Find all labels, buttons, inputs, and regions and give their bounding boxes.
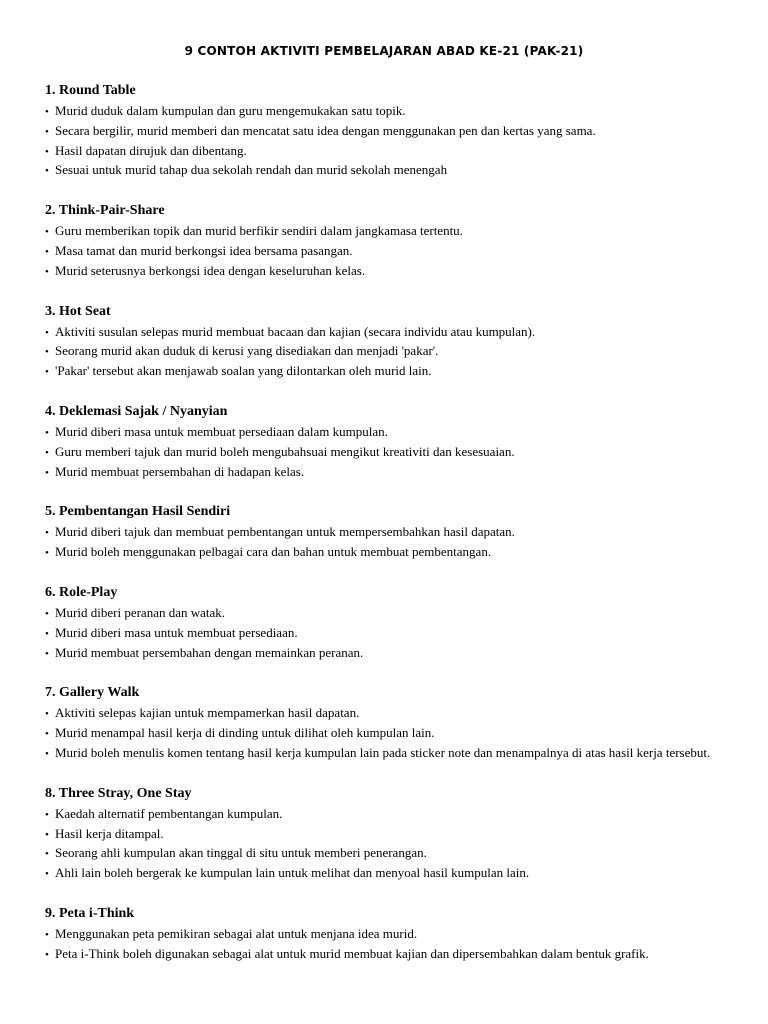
bullet-item: • Hasil dapatan dirujuk dan dibentang. xyxy=(45,142,725,162)
bullet-item: • Ahli lain boleh bergerak ke kumpulan lain untuk melihat dan menyoal hasil kumpulan lain. xyxy=(45,864,725,884)
bullet-icon: • xyxy=(45,165,49,178)
bullet-item: • Aktiviti selepas kajian untuk mempamerkan hasil dapatan. xyxy=(45,704,725,724)
bullet-item: • Murid menampal hasil kerja di dinding untuk dilihat oleh kumpulan lain. xyxy=(45,724,725,744)
bullet-icon: • xyxy=(45,446,49,459)
bullet-item: • Murid diberi masa untuk membuat persediaan dalam kumpulan. xyxy=(45,423,725,443)
bullet-icon: • xyxy=(45,948,49,961)
bullet-icon: • xyxy=(45,708,49,721)
bullet-icon: • xyxy=(45,808,49,821)
bullet-icon: • xyxy=(45,848,49,861)
bullet-icon: • xyxy=(45,346,49,359)
bullet-item: • Murid membuat persembahan dengan memainkan peranan. xyxy=(45,644,725,664)
bullet-icon: • xyxy=(45,245,49,258)
bullet-icon: • xyxy=(45,426,49,439)
bullet-item: • Hasil kerja ditampal. xyxy=(45,825,725,845)
bullet-icon: • xyxy=(45,366,49,379)
bullet-icon: • xyxy=(45,265,49,278)
bullet-item: • Secara bergilir, murid memberi dan mencatat satu idea dengan menggunakan pen dan kertas yang sama. xyxy=(45,122,725,142)
bullet-icon: • xyxy=(45,125,49,138)
section-heading: 8. Three Stray, One Stay xyxy=(45,785,192,801)
bullet-icon: • xyxy=(45,928,49,941)
bullet-icon: • xyxy=(45,145,49,158)
section-heading: 1. Round Table xyxy=(45,83,136,98)
section-round-table xyxy=(45,80,725,181)
section-pembentangan-hasil xyxy=(45,501,725,563)
document-content xyxy=(45,80,725,984)
bullet-item: • Murid duduk dalam kumpulan dan guru mengemukakan satu topik. xyxy=(45,102,725,122)
section-heading: 5. Pembentangan Hasil Sendiri xyxy=(45,504,231,520)
section-peta-i-think xyxy=(45,903,725,965)
section-heading: 4. Deklemasi Sajak / Nyanyian xyxy=(45,403,228,419)
bullet-list xyxy=(45,925,725,965)
section-three-stray-one-stay xyxy=(45,783,725,884)
bullet-item: • Kaedah alternatif pembentangan kumpulan. xyxy=(45,805,725,825)
bullet-icon: • xyxy=(45,747,49,760)
bullet-item: • Aktiviti susulan selepas murid membuat bacaan dan kajian (secara individu atau kumpulan). xyxy=(45,323,725,343)
bullet-item: • 'Pakar' tersebut akan menjawab soalan yang dilontarkan oleh murid lain. xyxy=(45,362,725,382)
bullet-list xyxy=(45,423,725,482)
bullet-icon: • xyxy=(45,728,49,741)
bullet-item: • Murid boleh menggunakan pelbagai cara dan bahan untuk membuat pembentangan. xyxy=(45,543,725,563)
bullet-item: • Sesuai untuk murid tahap dua sekolah rendah dan murid sekolah menengah xyxy=(45,161,725,181)
bullet-item: • Murid diberi peranan dan watak. xyxy=(45,604,725,624)
bullet-list xyxy=(45,523,725,563)
bullet-icon: • xyxy=(45,466,49,479)
bullet-icon: • xyxy=(45,627,49,640)
bullet-item: • Guru memberikan topik dan murid berfikir sendiri dalam jangkamasa tertentu. xyxy=(45,222,725,242)
bullet-item: • Murid membuat persembahan di hadapan kelas. xyxy=(45,463,725,483)
bullet-list xyxy=(45,323,725,382)
bullet-list xyxy=(45,704,725,763)
section-heading: 9. Peta i-Think xyxy=(45,905,135,921)
bullet-icon: • xyxy=(45,326,49,339)
bullet-icon: • xyxy=(45,106,49,118)
bullet-item: • Peta i-Think boleh digunakan sebagai alat untuk murid membuat kajian dan dipersembahkan dalam bentuk grafik. xyxy=(45,945,725,965)
bullet-item: • Murid diberi tajuk dan membuat pembentangan untuk mempersembahkan hasil dapatan. xyxy=(45,523,725,543)
bullet-item: • Seorang ahli kumpulan akan tinggal di situ untuk memberi penerangan. xyxy=(45,844,725,864)
section-role-play xyxy=(45,582,725,663)
bullet-item: • Seorang murid akan duduk di kerusi yang disediakan dan menjadi 'pakar'. xyxy=(45,342,725,362)
bullet-icon: • xyxy=(45,828,49,841)
section-heading: 2. Think-Pair-Share xyxy=(45,203,165,219)
section-gallery-walk xyxy=(45,682,725,763)
bullet-icon: • xyxy=(45,647,49,660)
section-think-pair-share xyxy=(45,200,725,281)
section-heading: 3. Hot Seat xyxy=(45,303,111,319)
document-title: 9 CONTOH AKTIVITI PEMBELAJARAN ABAD KE-21 (PAK-21) xyxy=(184,44,584,58)
bullet-list xyxy=(45,805,725,884)
bullet-list xyxy=(45,604,725,663)
bullet-item: • Murid seterusnya berkongsi idea dengan keseluruhan kelas. xyxy=(45,262,725,282)
section-hot-seat xyxy=(45,301,725,382)
bullet-item: • Murid boleh menulis komen tentang hasil kerja kumpulan lain pada sticker note dan menampalnya di atas hasil kerja tersebut. xyxy=(45,744,725,764)
bullet-list xyxy=(45,102,725,181)
bullet-icon: • xyxy=(45,527,49,540)
bullet-list xyxy=(45,222,725,281)
bullet-item: • Murid diberi masa untuk membuat persediaan. xyxy=(45,624,725,644)
bullet-item: • Guru memberi tajuk dan murid boleh mengubahsuai mengikut kreativiti dan kesesuaian. xyxy=(45,443,725,463)
bullet-icon: • xyxy=(45,868,49,881)
bullet-icon: • xyxy=(45,226,49,239)
section-heading: 6. Role-Play xyxy=(45,584,118,600)
bullet-item: • Menggunakan peta pemikiran sebagai alat untuk menjana idea murid. xyxy=(45,925,725,945)
bullet-item: • Masa tamat dan murid berkongsi idea bersama pasangan. xyxy=(45,242,725,262)
section-heading: 7. Gallery Walk xyxy=(45,685,140,701)
bullet-icon: • xyxy=(45,607,49,620)
section-deklemasi-sajak xyxy=(45,401,725,482)
bullet-icon: • xyxy=(45,547,49,560)
